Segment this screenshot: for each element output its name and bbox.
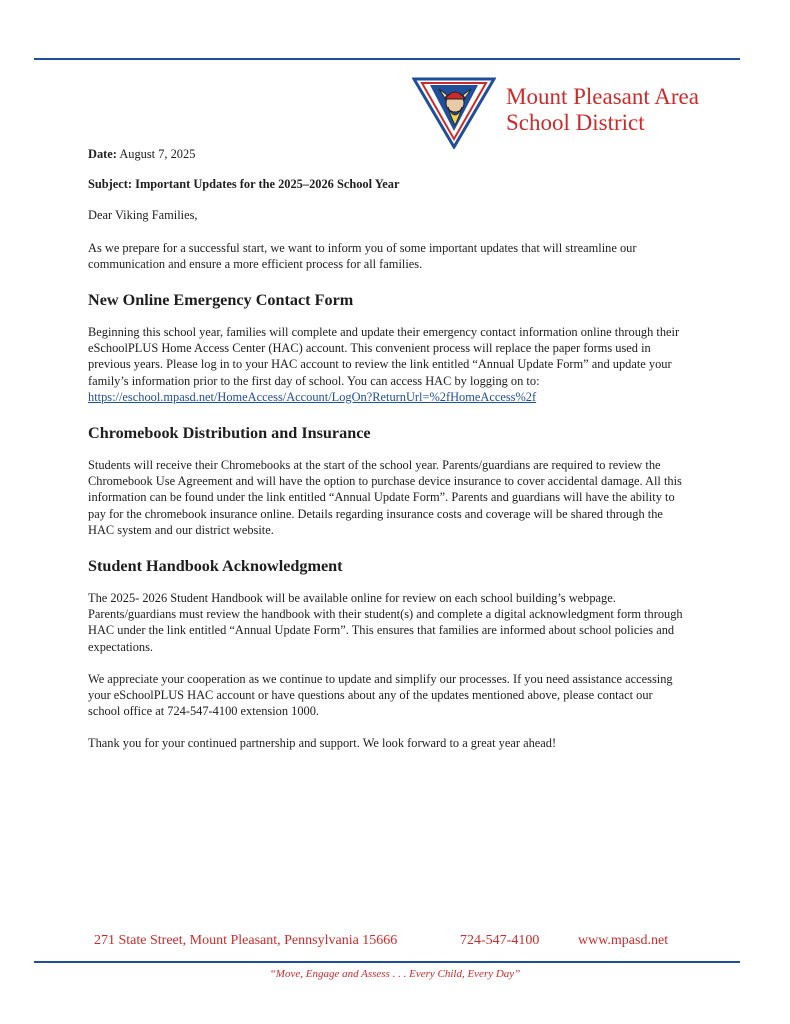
date-label: Date:	[88, 147, 117, 161]
intro-paragraph: As we prepare for a successful start, we want to inform you of some important updates that will streamline our communication and ensure a more efficient process for all families.	[88, 240, 637, 271]
district-name	[506, 84, 699, 136]
emergency-contact-text: Beginning this school year, families will complete and update their emergency contact information online through their eSchoolPLUS Home Access Center (HAC) account. This convenient process will replace the paper forms used in previous years. Please log in to your HAC account to review the link entitled “Annual Update Form” and update your family’s information prior to the first day of school. You can access HAC by logging on to:	[88, 325, 680, 388]
date-line	[88, 146, 688, 162]
subject-line: Subject: Important Updates for the 2025–2026 School Year	[88, 177, 400, 192]
footer-website: www.mpasd.net	[578, 933, 669, 948]
section-heading-handbook: Student Handbook Acknowledgment	[88, 557, 343, 576]
section-body-handbook: The 2025- 2026 Student Handbook will be available online for review on each school building’s webpage. Parents/guardians must review the handbook with their student(s) and complete a digital acknowledgment form through HAC under the link entitled “Annual Update Form”. This ensures that families are informed about school policies and expectations.	[88, 591, 683, 654]
header-rule	[34, 58, 740, 60]
footer-rule	[34, 961, 740, 963]
district-name-line2: School District	[506, 110, 645, 135]
section-body-emergency-contact	[88, 324, 688, 405]
district-motto: “Move, Engage and Assess . . . Every Child, Every Day”	[269, 968, 521, 980]
letter-body	[88, 146, 688, 752]
closing-paragraph: We appreciate your cooperation as we continue to update and simplify our processes. If you need assistance accessing your eSchoolPLUS HAC account or have questions about any of the updates mentioned above, please contact our school office at 724-547-4100 extension 1000.	[88, 671, 673, 719]
section-heading-chromebook: Chromebook Distribution and Insurance	[88, 424, 371, 443]
footer-address: 271 State Street, Mount Pleasant, Pennsylvania 15666	[94, 933, 398, 948]
footer-phone: 724-547-4100	[460, 933, 540, 948]
date-value: August 7, 2025	[119, 147, 196, 161]
thanks-line: Thank you for your continued partnership and support. We look forward to a great year ahead!	[88, 736, 557, 751]
greeting: Dear Viking Families,	[88, 208, 198, 223]
district-name-line1: Mount Pleasant Area	[506, 84, 699, 109]
footer-contact	[94, 932, 714, 950]
section-heading-emergency-contact: New Online Emergency Contact Form	[88, 291, 354, 310]
viking-logo-icon	[412, 77, 496, 149]
hac-login-link[interactable]: https://eschool.mpasd.net/HomeAccess/Account/LogOn?ReturnUrl=%2fHomeAccess%2f	[88, 389, 537, 404]
section-body-chromebook: Students will receive their Chromebooks at the start of the school year. Parents/guardians are required to review the Chromebook Use Agreement and will have the option to purchase device insurance to cover accidental damage. All this information can be found under the link entitled “Annual Update Form”. Parents and guardians will have the ability to pay for the chromebook insurance online. Details regarding insurance costs and coverage will be shared through the HAC system and our district website.	[88, 458, 682, 537]
